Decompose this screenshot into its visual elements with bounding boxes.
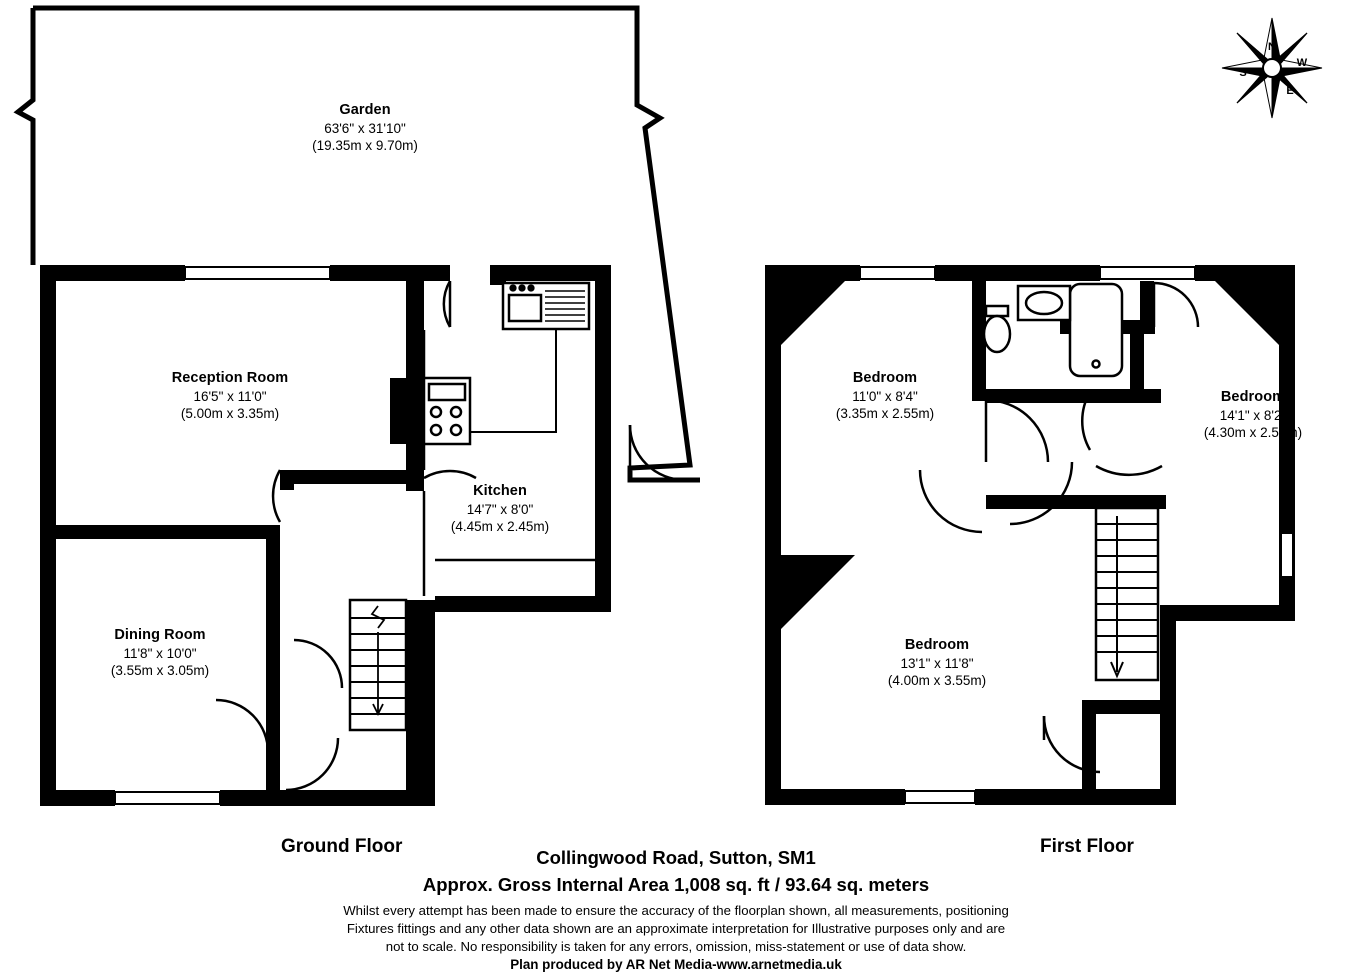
room-dimensions-imperial: 63'6" x 31'10" (324, 120, 406, 136)
room-dimensions-metric: (4.30m x 2.50m) (1203, 424, 1303, 440)
room-label-dining-room (30, 626, 290, 679)
room-label-bedroom-3 (812, 636, 1062, 689)
compass-label-w: W (1296, 57, 1308, 69)
room-label-bedroom-2 (1128, 388, 1352, 441)
room-dimensions-imperial: 11'8" x 10'0" (123, 645, 197, 661)
room-label-bedroom-1 (760, 369, 1010, 422)
plan-producer-credit: Plan produced by AR Net Media-www.arnetmedia.uk (510, 957, 842, 972)
cooker-fixture (424, 378, 470, 444)
room-dimensions-imperial: 14'1" x 8'2" (1219, 407, 1287, 423)
ground-doors (216, 281, 685, 790)
room-label-reception-room (100, 369, 360, 422)
room-label-garden (235, 101, 495, 154)
room-dimensions-metric: (4.45m x 2.45m) (450, 518, 550, 534)
room-name: Garden (339, 102, 391, 118)
room-name: Dining Room (114, 627, 206, 643)
room-name: Kitchen (473, 483, 527, 499)
room-name: Bedroom (1220, 389, 1286, 405)
disclaimer-line-2: Fixtures fittings and any other data shown are an approximate interpretation for Illustrative purposes only and are (346, 921, 1006, 936)
room-name: Bedroom (904, 637, 970, 653)
room-dimensions-imperial: 16'5" x 11'0" (193, 388, 267, 404)
room-label-kitchen (370, 482, 630, 535)
compass-label-e: E (1286, 85, 1294, 97)
room-dimensions-imperial: 11'0" x 8'4" (852, 388, 918, 404)
room-dimensions-metric: (4.00m x 3.55m) (887, 672, 987, 688)
room-dimensions-metric: (3.35m x 2.55m) (835, 405, 935, 421)
kitchen-fixtures (503, 283, 589, 329)
room-name: Bedroom (852, 370, 918, 386)
ground-staircase (350, 600, 406, 730)
first-staircase (1096, 508, 1158, 680)
room-dimensions-metric: (3.55m x 3.05m) (110, 662, 210, 678)
disclaimer-line-3: not to scale. No responsibility is taken for any errors, omission, miss-statement or use of data show. (385, 939, 967, 954)
floor-title-first: First Floor (1040, 836, 1134, 857)
room-dimensions-imperial: 13'1" x 11'8" (900, 655, 974, 671)
first-floor-plan (765, 265, 1295, 805)
bathroom-fixtures (984, 284, 1122, 376)
room-dimensions-metric: (5.00m x 3.35m) (180, 405, 280, 421)
gross-internal-area: Approx. Gross Internal Area 1,008 sq. ft / 93.64 sq. meters (422, 874, 930, 895)
compass-label-n: N (1268, 41, 1276, 53)
ground-floor-plan (40, 265, 685, 806)
floor-title-ground: Ground Floor (281, 836, 403, 857)
property-address: Collingwood Road, Sutton, SM1 (536, 847, 816, 868)
disclaimer-line-1: Whilst every attempt has been made to ensure the accuracy of the floorplan shown, all measurements, positioning (343, 903, 1009, 918)
room-name: Reception Room (171, 370, 289, 386)
room-dimensions-imperial: 14'7" x 8'0" (466, 501, 534, 517)
room-dimensions-metric: (19.35m x 9.70m) (312, 137, 418, 153)
compass-label-s: S (1239, 67, 1247, 79)
